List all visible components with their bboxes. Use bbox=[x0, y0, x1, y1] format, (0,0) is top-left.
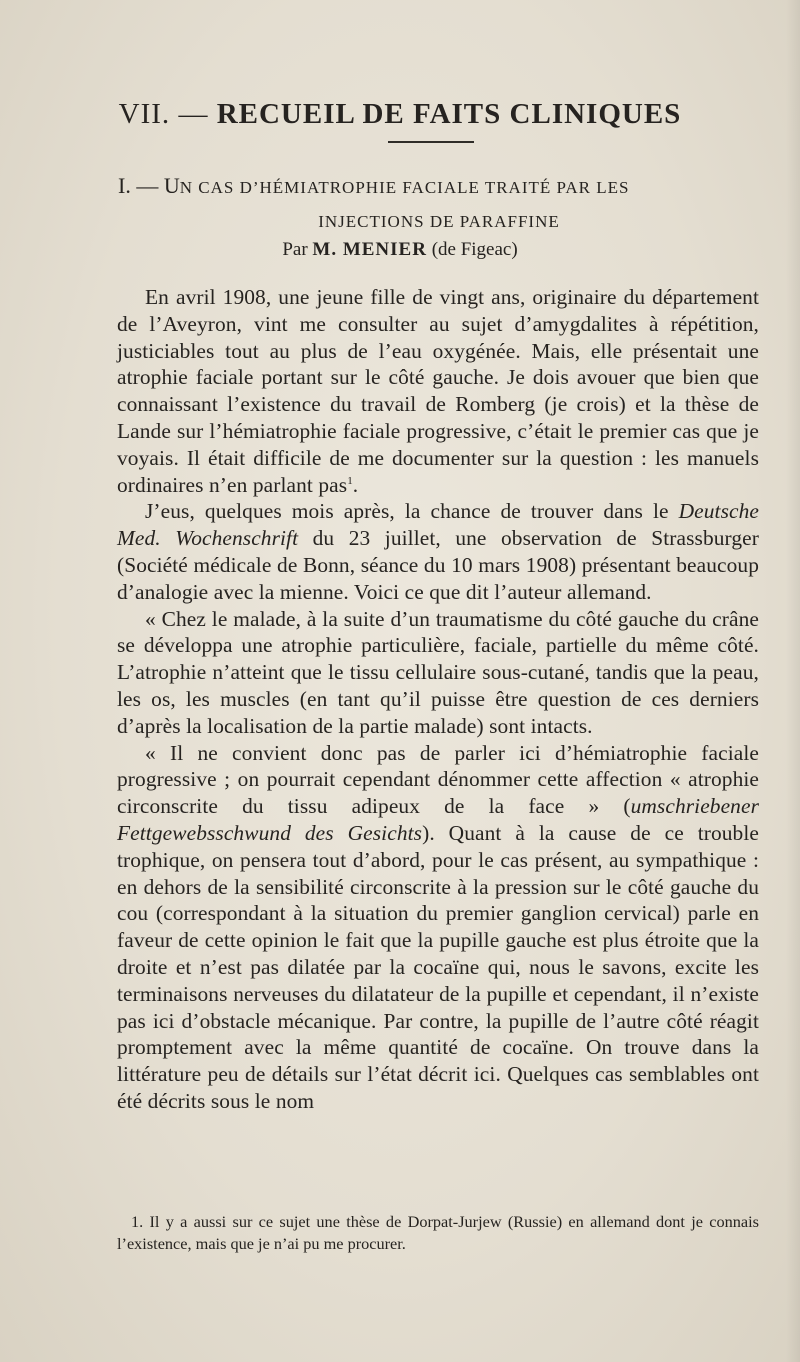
article-title-line1: N CAS D’HÉMIATROPHIE FACIALE TRAITÉ PAR LES bbox=[179, 178, 630, 197]
footnote-marker: 1. bbox=[131, 1212, 144, 1231]
footnote-reference: 1 bbox=[347, 474, 353, 487]
author-place: (de Figeac) bbox=[431, 239, 518, 260]
article-title-line2: INJECTIONS DE PARAFFINE bbox=[318, 212, 560, 231]
paragraph-1-end: . bbox=[352, 472, 359, 497]
paragraph-3: « Chez le malade, à la suite d’un traumatisme du côté gauche du crâne se développa une atrophie particulière, faciale, partielle du même côté. L’atrophie n’atteint que le tissu cellulaire sous-cutané, tandis que la peau, les os, les muscles (en tant qu’il puisse être question de ces derniers d’après la localisation de la partie malade) sont intacts. bbox=[117, 606, 759, 738]
byline bbox=[0, 239, 800, 261]
author-name: M. MENIER bbox=[312, 239, 427, 260]
paragraph-2-end: du 23 juillet, une observation de Strassburger (Société médicale de Bonn, séance du 10 mars 1908) présentant beaucoup d’analogie avec la mienne. Voici ce que dit l’auteur allemand. bbox=[117, 526, 759, 604]
byline-prefix: Par bbox=[282, 239, 308, 260]
paragraph-4-start: « Il ne convient donc pas de parler ici d’hémiatrophie faciale progressive ; on pourrait cependant dénommer cette affection « atrophie circonscrite du tissu adipeux de la face » ( bbox=[117, 740, 759, 819]
journal-title: Deutsche Med. Wochenschrift bbox=[117, 499, 759, 551]
paragraph-4 bbox=[117, 740, 759, 1115]
paragraph-2 bbox=[117, 498, 759, 605]
article-number: I. bbox=[118, 173, 131, 198]
section-dash: — bbox=[178, 98, 209, 130]
heading-rule bbox=[388, 141, 474, 143]
paragraph-1-text: En avril 1908, une jeune fille de vingt ans, originaire du département de l’Aveyron, vint me consulter au sujet d’amygdalites à répétition, justiciables tout au plus de l’eau oxygénée. Mais, elle présentait une atrophie faciale portant sur le côté gauche. Je dois avouer que bien que connaissant l’existence du travail de Romberg (je crois) et la thèse de Lande sur l’hémiatrophie faciale progressive, c’était le premier cas que je voyais. Il était difficile de me documenter sur la question : les manuels ordinaires n’en parlant pas bbox=[117, 285, 759, 497]
page-edge-shadow bbox=[786, 0, 800, 1362]
article-body bbox=[117, 284, 759, 1115]
article-title bbox=[118, 171, 760, 237]
article-dash: — bbox=[136, 173, 159, 198]
paragraph-2-start: J’eus, quelques mois après, la chance de trouver dans le bbox=[145, 499, 679, 524]
footnote bbox=[117, 1211, 759, 1255]
paragraph-4-end: ). Quant à la cause de ce trouble trophique, on pensera tout d’abord, pour le cas présent, au sympathique : en dehors de la sensibilité circonscrite à la pression sur le côté gauche du cou (correspondant à la situation du premier ganglion cervical) parle en faveur de cette opinion le fait que la pupille gauche est plus étroite que la droite et n’est pas dilatée par la cocaïne qui, nous le savons, excite les terminaisons nerveuses du dilatateur de la pupille et cependant, il n’existe pas ici d’obstacle mécanique. Par contre, la pupille de l’autre côté réagit promptement avec la même quantité de cocaïne. On trouve dans la littérature peu de détails sur l’état décrit ici. Quelques cas semblables ont été décrits sous le nom bbox=[117, 820, 759, 1113]
section-heading bbox=[0, 98, 800, 131]
footnote-text-block bbox=[117, 1211, 759, 1255]
section-number: VII. bbox=[118, 98, 171, 130]
section-title: RECUEIL DE FAITS CLINIQUES bbox=[216, 98, 682, 130]
german-term: umschriebener Fettgewebsschwund des Gesichts bbox=[117, 794, 759, 845]
paragraph-1 bbox=[117, 284, 759, 498]
footnote-text: Il y a aussi sur ce sujet une thèse de Dorpat-Jurjew (Russie) en allemand dont je connais l’existence, mais que je n’ai pu me procurer. bbox=[117, 1212, 759, 1253]
article-title-initial: U bbox=[163, 173, 180, 198]
